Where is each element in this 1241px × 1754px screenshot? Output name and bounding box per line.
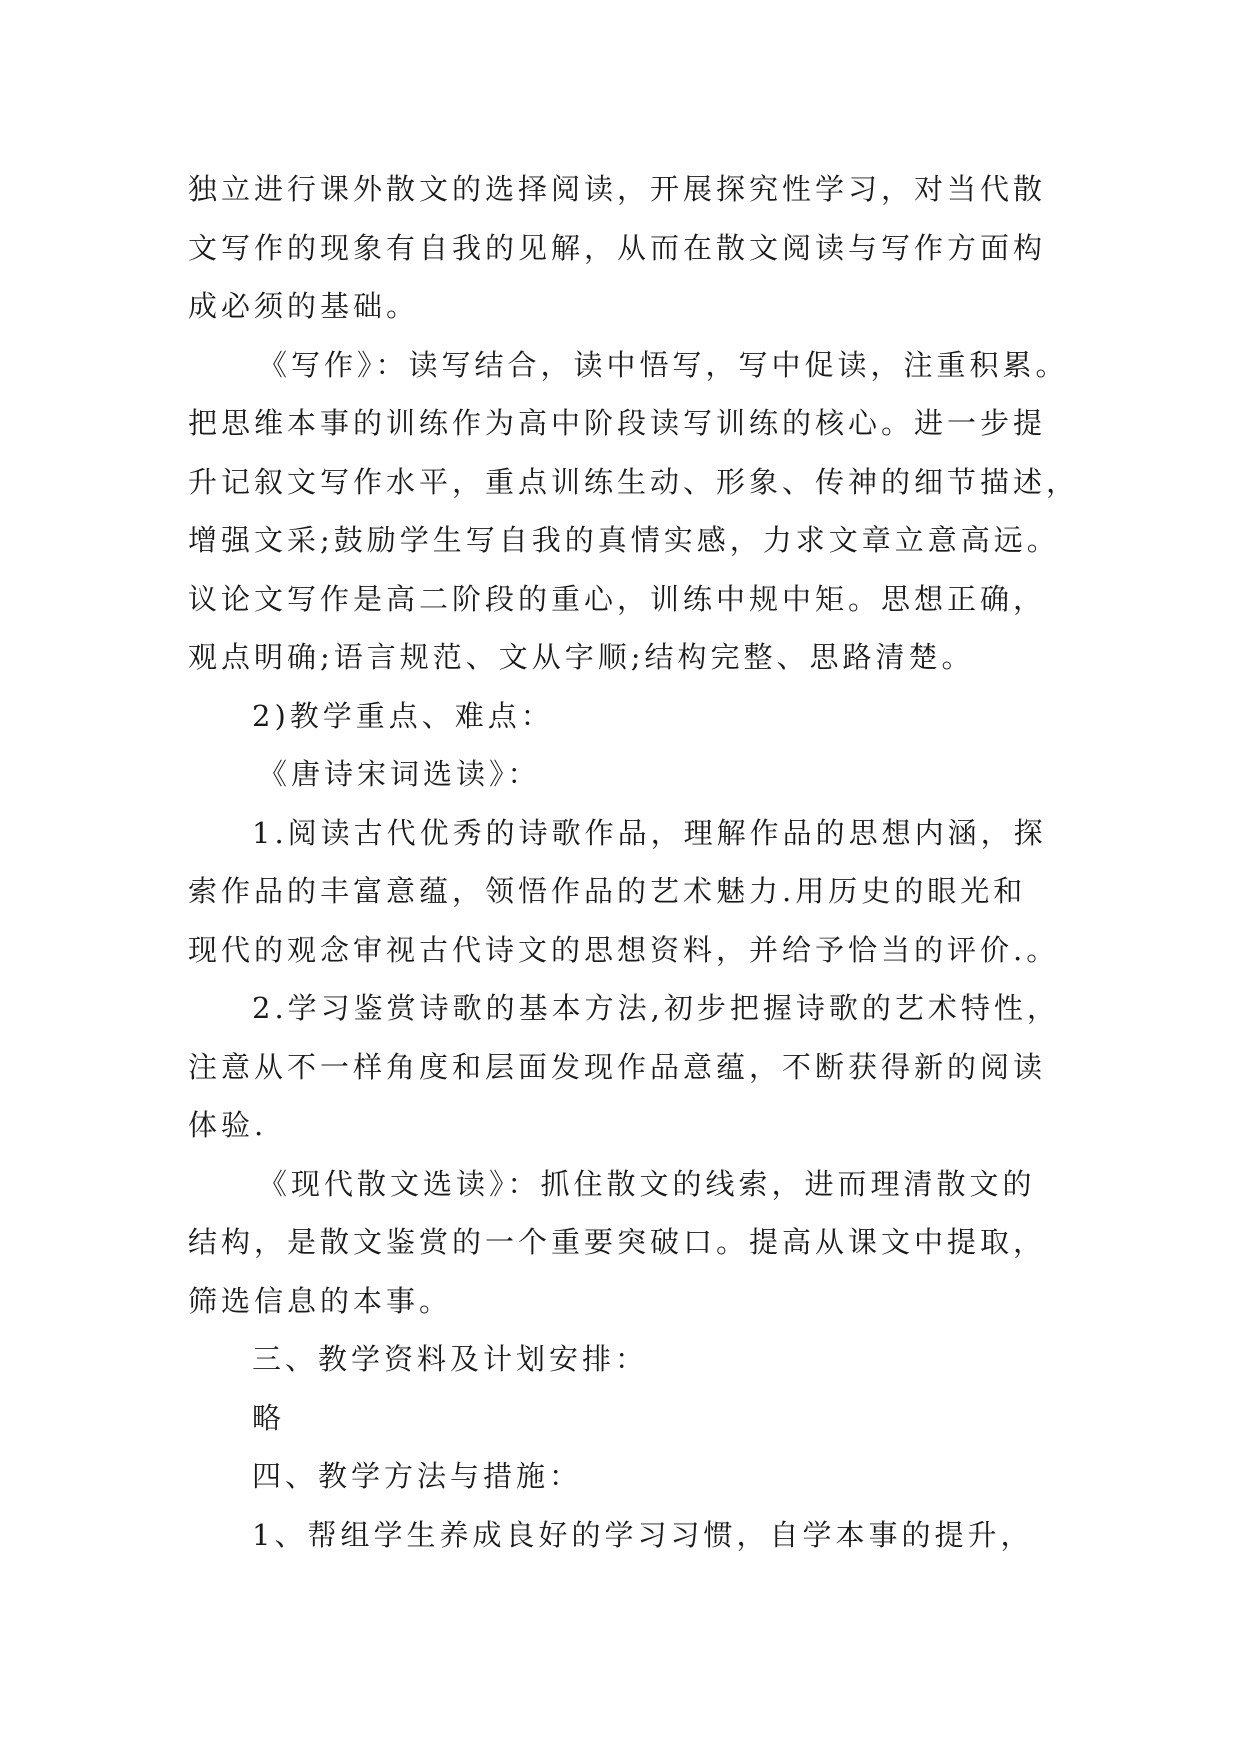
text-line-8: 议论文写作是高二阶段的重心，训练中规中矩。思想正确， — [188, 581, 1047, 616]
text-line-6: 升记叙文写作水平，重点训练生动、形象、传神的细节描述， — [188, 464, 1080, 499]
text-line-14: 现代的观念审视古代诗文的思想资料，并给予恰当的评价.。 — [188, 932, 1060, 967]
text-line-13: 索作品的丰富意蕴，领悟作品的艺术魅力.用历史的眼光和 — [188, 874, 1027, 908]
section-heading-4: 四、教学方法与措施： — [252, 1459, 583, 1493]
subheading-tang-poetry: 《唐诗宋词选读》： — [258, 757, 541, 791]
text-line-17: 体验. — [188, 1108, 268, 1142]
text-line-24: 1、帮组学生养成良好的学习习惯，自学本事的提升， — [252, 1517, 1034, 1552]
text-line-4: 《写作》：读写结合，读中悟写，写中促读，注重积累。 — [258, 347, 1069, 382]
text-line-16: 注意从不一样角度和层面发现作品意蕴，不断获得新的阅读 — [188, 1049, 1047, 1084]
text-line-15: 2.学习鉴赏诗歌的基本方法,初步把握诗歌的艺术特性， — [252, 991, 1060, 1025]
text-line-22: 略 — [252, 1400, 286, 1435]
text-line-3: 成必须的基础。 — [188, 289, 420, 323]
text-line-18: 《现代散文选读》：抓住散文的线索，进而理清散文的 — [258, 1166, 1036, 1201]
text-line-20: 筛选信息的本事。 — [188, 1283, 453, 1318]
text-line-9: 观点明确;语言规范、文从字顺;结构完整、思路清楚。 — [188, 640, 975, 674]
text-line-5: 把思维本事的训练作为高中阶段读写训练的核心。进一步提 — [188, 406, 1047, 440]
text-line-12: 1.阅读古代优秀的诗歌作品，理解作品的思想内涵，探 — [252, 815, 1047, 850]
document-body — [188, 160, 1080, 1564]
text-line-2: 文写作的现象有自我的见解，从而在散文阅读与写作方面构 — [188, 230, 1047, 265]
section-heading-3: 三、教学资料及计划安排： — [252, 1342, 649, 1376]
text-line-19: 结构，是散文鉴赏的一个重要突破口。提高从课文中提取， — [188, 1225, 1047, 1259]
section-heading-2: 2)教学重点、难点： — [252, 698, 554, 733]
text-line-7: 增强文采;鼓励学生写自我的真情实感，力求文章立意高远。 — [188, 523, 1060, 557]
text-line-1: 独立进行课外散文的选择阅读，开展探究性学习，对当代散 — [188, 172, 1047, 206]
